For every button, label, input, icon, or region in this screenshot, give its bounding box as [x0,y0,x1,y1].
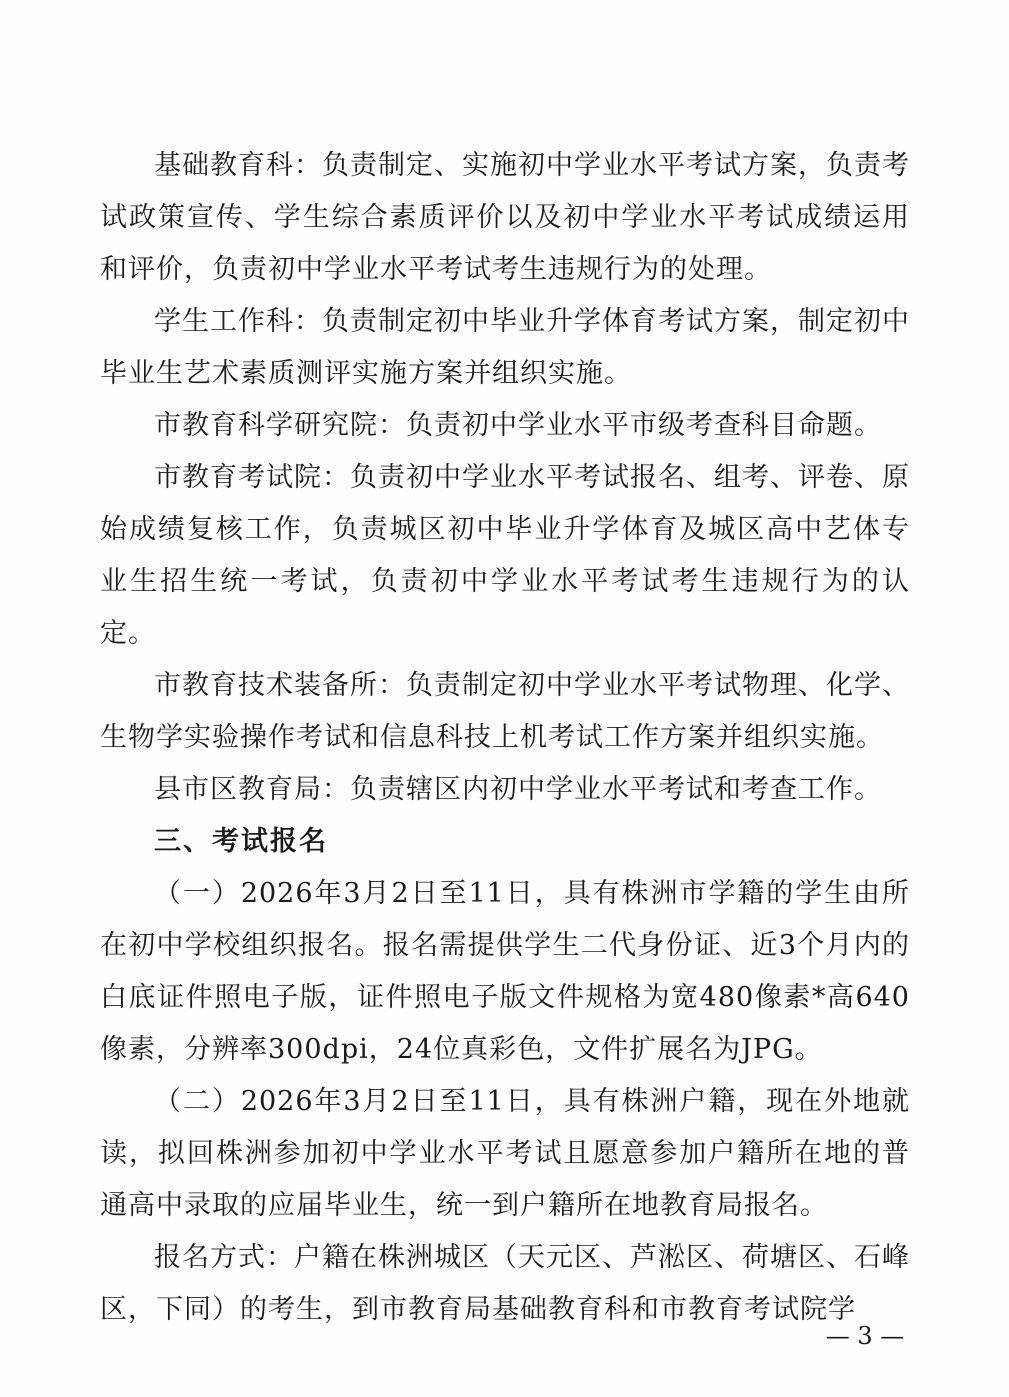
page-number: — 3 — [825,1322,905,1350]
paragraph-exam-institute: 市教育考试院：负责初中学业水平考试报名、组考、评卷、原始成绩复核工作，负责城区初中毕业升学体育及城区高中艺体专业生招生统一考试，负责初中学业水平考试考生违规行为的认定。 [100,462,910,649]
paragraph-county-bureau: 县市区教育局：负责辖区内初中学业水平考试和考查工作。 [154,774,882,805]
paragraph-registration-2: （二）2026年3月2日至11日，具有株洲户籍，现在外地就读，拟回株洲参加初中学业水平考试且愿意参加户籍所在地的普通高中录取的应届毕业生，统一到户籍所在地教育局报名。 [100,1086,910,1221]
paragraph-registration-1: （一）2026年3月2日至11日，具有株洲市学籍的学生由所在初中学校组织报名。报名需提供学生二代身份证、近3个月内的白底证件照电子版，证件照电子版文件规格为宽480像素*高640像素，分辨率300dpi，24位真彩色，文件扩展名为JPG。 [100,878,910,1065]
paragraph-education-research-institute: 市教育科学研究院：负责初中学业水平市级考查科目命题。 [154,410,882,441]
section-heading: 三、考试报名 [154,826,328,857]
paragraph-basic-education: 基础教育科：负责制定、实施初中学业水平考试方案，负责考试政策宣传、学生综合素质评价以及初中学业水平考试成绩运用和评价，负责初中学业水平考试考生违规行为的处理。 [100,150,910,285]
paragraph-technology-equipment: 市教育技术装备所：负责制定初中学业水平考试物理、化学、生物学实验操作考试和信息科技上机考试工作方案并组织实施。 [100,670,910,753]
paragraph-registration-method: 报名方式：户籍在株洲城区（天元区、芦淞区、荷塘区、石峰区，下同）的考生，到市教育局基础教育科和市教育考试院学 [100,1242,910,1325]
paragraph-student-affairs: 学生工作科：负责制定初中毕业升学体育考试方案，制定初中毕业生艺术素质测评实施方案并组织实施。 [100,306,910,389]
document-body [100,140,910,1336]
